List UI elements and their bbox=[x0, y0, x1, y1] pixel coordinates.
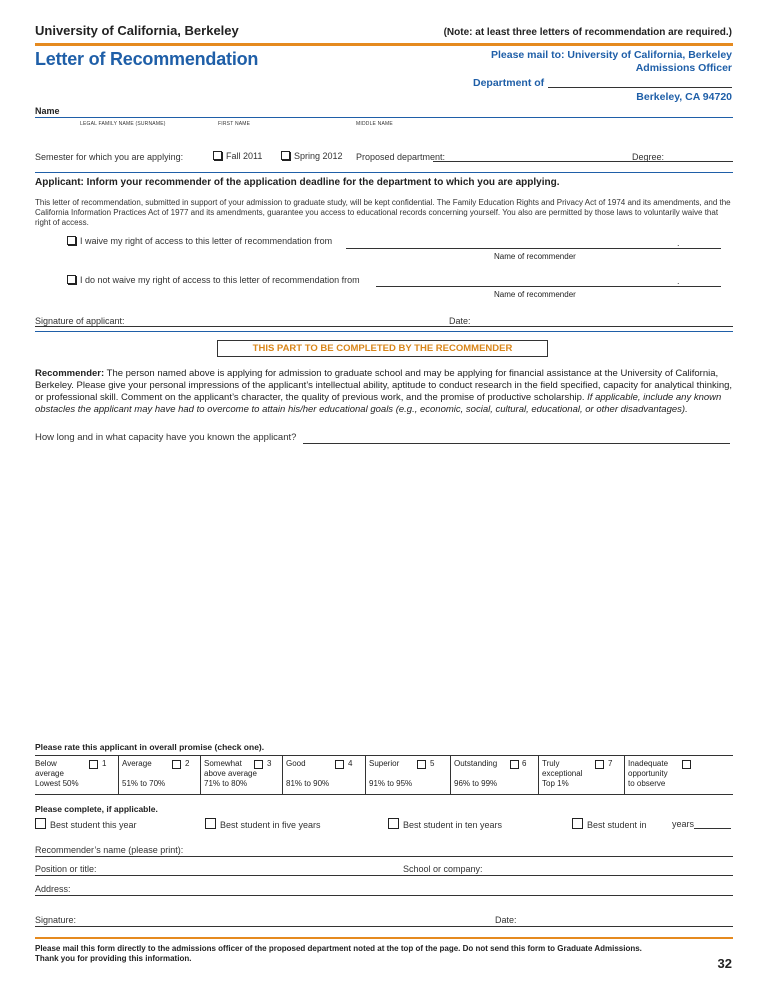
rating-checkbox-4[interactable] bbox=[335, 760, 344, 769]
rating-cell-2[interactable] bbox=[118, 756, 200, 794]
rating-label: Outstanding bbox=[454, 759, 498, 768]
waive-period: . bbox=[677, 238, 680, 248]
mail-to-line1: Please mail to: University of California, Berkeley bbox=[490, 49, 732, 61]
not-waive-period: . bbox=[677, 276, 680, 286]
best-in-checkbox[interactable] bbox=[572, 818, 583, 829]
best-five-years-option[interactable] bbox=[205, 818, 321, 830]
rating-label: Average bbox=[122, 759, 152, 768]
rating-cell-7[interactable] bbox=[538, 756, 624, 794]
rating-checkbox-inadequate[interactable] bbox=[682, 760, 691, 769]
waive-label: I waive my right of access to this letter of recommendation from bbox=[80, 236, 333, 246]
rating-sublabel: average bbox=[35, 769, 64, 778]
not-waive-recommender-caption: Name of recommender bbox=[494, 290, 576, 299]
rating-range: 96% to 99% bbox=[454, 779, 498, 788]
applicant-rule bbox=[35, 331, 733, 332]
semester-label: Semester for which you are applying: bbox=[35, 152, 184, 162]
rating-checkbox-1[interactable] bbox=[89, 760, 98, 769]
recommender-name-label: Recommender’s name (please print): bbox=[35, 845, 184, 855]
not-waive-recommender-field[interactable] bbox=[376, 286, 721, 287]
recommender-lead: Recommender: bbox=[35, 368, 105, 379]
rating-checkbox-5[interactable] bbox=[417, 760, 426, 769]
applicant-paragraph: This letter of recommendation, submitted in support of your admission to graduate study, will be kept confidential. The Family Education Rights and Privacy Act of 1974 and its amendments, and the California Information Practices Act of 1977 and its amendments, guarantee you access to educational records concerning yourself. You also are permitted by those laws to voluntarily waive that right of access. bbox=[35, 198, 731, 227]
best-ten-years-option[interactable] bbox=[388, 818, 502, 830]
department-field[interactable] bbox=[548, 87, 732, 88]
school-label: School or company: bbox=[403, 864, 483, 874]
rating-number: 6 bbox=[522, 759, 527, 768]
waive-checkbox[interactable] bbox=[67, 236, 76, 245]
complete-heading: Please complete, if applicable. bbox=[35, 804, 158, 814]
page-title: Letter of Recommendation bbox=[35, 49, 259, 69]
middle-name-caption: MIDDLE NAME bbox=[356, 121, 393, 127]
best-five-years-label: Best student in five years bbox=[220, 820, 321, 830]
fall-checkbox[interactable] bbox=[213, 151, 222, 160]
name-label: Name bbox=[35, 106, 60, 116]
rating-range: to observe bbox=[628, 779, 666, 788]
recommender-paragraph bbox=[35, 368, 735, 416]
family-name-caption: LEGAL FAMILY NAME (SURNAME) bbox=[80, 121, 166, 127]
rating-table bbox=[35, 755, 733, 795]
position-label: Position or title: bbox=[35, 864, 97, 874]
rating-checkbox-3[interactable] bbox=[254, 760, 263, 769]
best-this-year-option[interactable] bbox=[35, 818, 137, 830]
waive-option[interactable] bbox=[67, 236, 332, 246]
rating-number: 1 bbox=[102, 759, 107, 768]
applicant-signature-field[interactable] bbox=[35, 326, 733, 327]
address-label: Address: bbox=[35, 884, 71, 894]
fall-option[interactable] bbox=[213, 151, 262, 161]
rating-range: 81% to 90% bbox=[286, 779, 330, 788]
rating-label: Somewhat bbox=[204, 759, 242, 768]
waive-recommender-field[interactable] bbox=[346, 248, 721, 249]
applicant-signature-label: Signature of applicant: bbox=[35, 316, 125, 326]
spring-checkbox[interactable] bbox=[281, 151, 290, 160]
rating-checkbox-7[interactable] bbox=[595, 760, 604, 769]
address-field[interactable] bbox=[35, 895, 733, 896]
position-field[interactable] bbox=[35, 875, 733, 876]
rating-number: 7 bbox=[608, 759, 613, 768]
rating-number: 2 bbox=[185, 759, 190, 768]
recommender-body: The person named above is applying for admission to graduate school and may be applying for financial assistance at the University of California, Berkeley. Please give your personal impressions of the applicant’s intellectual ability, aptitude to conduct research in the field specified, capacity for analytical thinking, or professional skill. Comment on the applicant’s character, the quality of previous work, and the promise of productive scholarship. bbox=[35, 368, 733, 403]
rating-cell-inadequate[interactable] bbox=[624, 756, 733, 794]
rating-label: Below bbox=[35, 759, 57, 768]
recommender-date-label: Date: bbox=[495, 915, 517, 925]
rating-sublabel: opportunity bbox=[628, 769, 668, 778]
rating-sublabel: exceptional bbox=[542, 769, 583, 778]
rating-heading: Please rate this applicant in overall promise (check one). bbox=[35, 742, 265, 752]
rating-cell-4[interactable] bbox=[282, 756, 365, 794]
name-field[interactable] bbox=[35, 117, 733, 118]
fall-label: Fall 2011 bbox=[226, 151, 263, 161]
rating-checkbox-2[interactable] bbox=[172, 760, 181, 769]
recommender-banner: THIS PART TO BE COMPLETED BY THE RECOMMENDER bbox=[217, 340, 548, 357]
rating-range: Lowest 50% bbox=[35, 779, 79, 788]
rating-cell-1[interactable] bbox=[35, 756, 118, 794]
recommender-signature-field[interactable] bbox=[35, 926, 733, 927]
rating-number: 5 bbox=[430, 759, 435, 768]
rating-sublabel bbox=[286, 769, 365, 779]
recommender-italic: If applicable, include any known obstacles the applicant may have had to overcome to attain his/her educational goals (e.g., economic, social, cultural, educational, or other disadvantages). bbox=[35, 392, 722, 415]
recommender-name-field[interactable] bbox=[35, 856, 733, 857]
rating-sublabel bbox=[369, 769, 450, 779]
not-waive-checkbox[interactable] bbox=[67, 275, 76, 284]
rating-range: Top 1% bbox=[542, 779, 569, 788]
best-five-years-checkbox[interactable] bbox=[205, 818, 216, 829]
rating-checkbox-6[interactable] bbox=[510, 760, 519, 769]
rating-sublabel: above average bbox=[204, 769, 257, 778]
rating-cell-5[interactable] bbox=[365, 756, 450, 794]
header-rule bbox=[35, 43, 733, 46]
how-long-label: How long and in what capacity have you known the applicant? bbox=[35, 432, 297, 443]
city-line: Berkeley, CA 94720 bbox=[636, 91, 732, 103]
rating-range: 91% to 95% bbox=[369, 779, 413, 788]
footer-line1: Please mail this form directly to the admissions officer of the proposed department noted at the top of the page. Do not send this form to Graduate Admissions. bbox=[35, 944, 642, 953]
mail-to-line2: Admissions Officer bbox=[635, 62, 732, 74]
best-this-year-label: Best student this year bbox=[50, 820, 137, 830]
footer-line2: Thank you for providing this information. bbox=[35, 954, 192, 963]
department-label: Department of bbox=[473, 77, 545, 89]
rating-label: Good bbox=[286, 759, 306, 768]
not-waive-label: I do not waive my right of access to this letter of recommendation from bbox=[80, 275, 360, 285]
best-in-label: Best student in bbox=[587, 820, 647, 830]
spring-label: Spring 2012 bbox=[294, 151, 343, 161]
rating-label: Truly bbox=[542, 759, 560, 768]
spring-option[interactable] bbox=[281, 151, 343, 161]
semester-rule bbox=[35, 172, 733, 173]
not-waive-option[interactable] bbox=[67, 275, 360, 285]
page-number: 32 bbox=[717, 956, 732, 971]
applicant-heading: Applicant: Inform your recommender of the application deadline for the department to which you are applying. bbox=[35, 177, 560, 188]
rating-sublabel bbox=[454, 769, 538, 779]
rating-cell-3[interactable] bbox=[200, 756, 282, 794]
best-ten-years-checkbox[interactable] bbox=[388, 818, 399, 829]
rating-number: 4 bbox=[348, 759, 353, 768]
footer-rule bbox=[35, 937, 733, 939]
recommender-signature-label: Signature: bbox=[35, 915, 77, 925]
rating-label: Inadequate bbox=[628, 759, 669, 768]
degree-label: Degree: bbox=[632, 152, 665, 162]
best-in-option[interactable] bbox=[572, 818, 647, 830]
how-long-field[interactable] bbox=[303, 443, 730, 444]
first-name-caption: FIRST NAME bbox=[218, 121, 251, 127]
note-text: (Note: at least three letters of recommendation are required.) bbox=[443, 27, 732, 38]
rating-label: Superior bbox=[369, 759, 400, 768]
applicant-date-label: Date: bbox=[449, 316, 471, 326]
years-field[interactable] bbox=[694, 828, 731, 829]
rating-range: 71% to 80% bbox=[204, 779, 248, 788]
years-label: years bbox=[672, 819, 695, 829]
best-this-year-checkbox[interactable] bbox=[35, 818, 46, 829]
rating-number: 3 bbox=[267, 759, 272, 768]
rating-range: 51% to 70% bbox=[122, 779, 166, 788]
proposed-dept-field[interactable] bbox=[433, 161, 733, 162]
rating-sublabel bbox=[122, 769, 200, 779]
rating-cell-6[interactable] bbox=[450, 756, 538, 794]
university-name: University of California, Berkeley bbox=[35, 23, 239, 38]
proposed-dept-label: Proposed department: bbox=[356, 152, 446, 162]
best-ten-years-label: Best student in ten years bbox=[403, 820, 503, 830]
waive-recommender-caption: Name of recommender bbox=[494, 252, 576, 261]
